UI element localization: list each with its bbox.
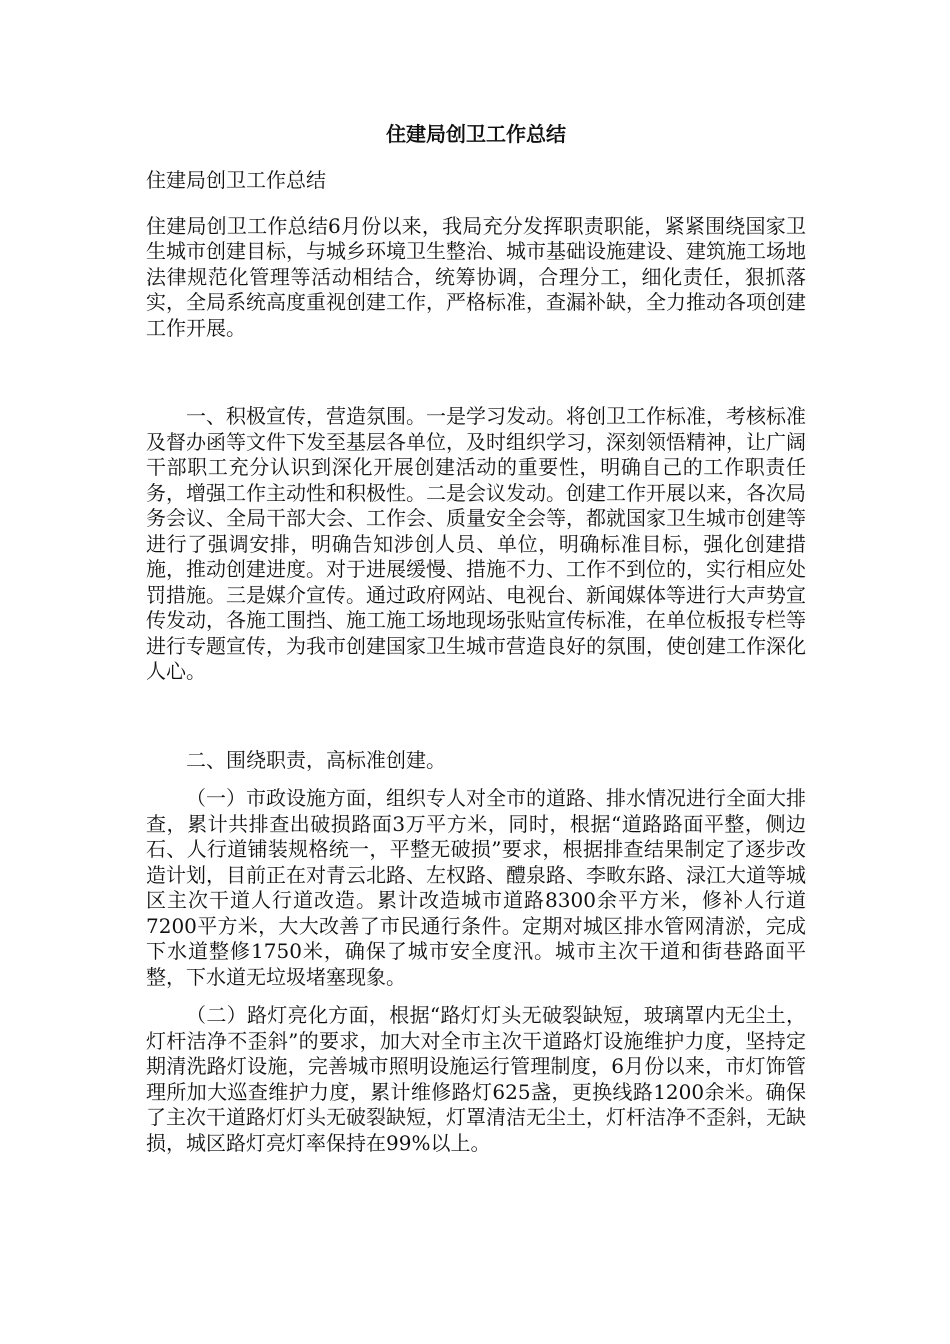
section-2-heading: 二、围绕职责，高标准创建。 [186, 747, 446, 772]
document-title: 住建局创卫工作总结 [386, 122, 566, 146]
subsection-municipal-facilities: （一）市政设施方面，组织专人对全市的道路、排水情况进行全面大排查，累计共排查出破损路面3万平方米，同时，根据“道路路面平整，侧边石、人行道铺装规格统一，平整无破损”要求，根据排查结果制定了逐步改造计划，目前正在对青云北路、左权路、醴泉路、李畋东路、渌江大道等城区主次干道人行道改造。累计改造城市道路8300余平方米，修补人行道7200平方米，大大改善了市民通行条件。定期对城区排水管网清淤，完成下水道整修1750米，确保了城市安全度汛。城市主次干道和街巷路面平整，下水道无垃圾堵塞现象。 [146, 786, 806, 989]
subsection-street-lighting: （二）路灯亮化方面，根据“路灯灯头无破裂缺短，玻璃罩内无尘土，灯杆洁净不歪斜”的要求，加大对全市主次干道路灯设施维护力度，坚持定期清洗路灯设施，完善城市照明设施运行管理制度，6月份以来，市灯饰管理所加大巡查维护力度，累计维修路灯625盏，更换线路1200余米。确保了主次干道路灯灯头无破裂缺短，灯罩清洁无尘土，灯杆洁净不歪斜，无缺损，城区路灯亮灯率保持在99%以上。 [146, 1003, 806, 1155]
document-body [146, 120, 806, 1156]
intro-paragraph: 住建局创卫工作总结6月份以来，我局充分发挥职责职能，紧紧围绕国家卫生城市创建目标，与城乡环境卫生整治、城市基础设施建设、建筑施工场地法律规范化管理等活动相结合，统筹协调，合理分工，细化责任，狠抓落实，全局系统高度重视创建工作，严格标准，查漏补缺，全力推动各项创建工作开展。 [146, 213, 806, 340]
section-1-paragraph: 一、积极宣传，营造氛围。一是学习发动。将创卫工作标准，考核标准及督办函等文件下发至基层各单位，及时组织学习，深刻领悟精神，让广阔干部职工充分认识到深化开展创建活动的重要性，明确自己的工作职责任务，增强工作主动性和积极性。二是会议发动。创建工作开展以来，各次局务会议、全局干部大会、工作会、质量安全会等，都就国家卫生城市创建等进行了强调安排，明确告知涉创人员、单位，明确标准目标，强化创建措施，推动创建进度。对于进展缓慢、措施不力、工作不到位的，实行相应处罚措施。三是媒介宣传。通过政府网站、电视台、新闻媒体等进行大声势宣传发动，各施工围挡、施工施工场地现场张贴宣传标准，在单位板报专栏等进行专题宣传，为我市创建国家卫生城市营造良好的氛围，使创建工作深化人心。 [146, 404, 806, 683]
document-subtitle: 住建局创卫工作总结 [146, 168, 326, 192]
